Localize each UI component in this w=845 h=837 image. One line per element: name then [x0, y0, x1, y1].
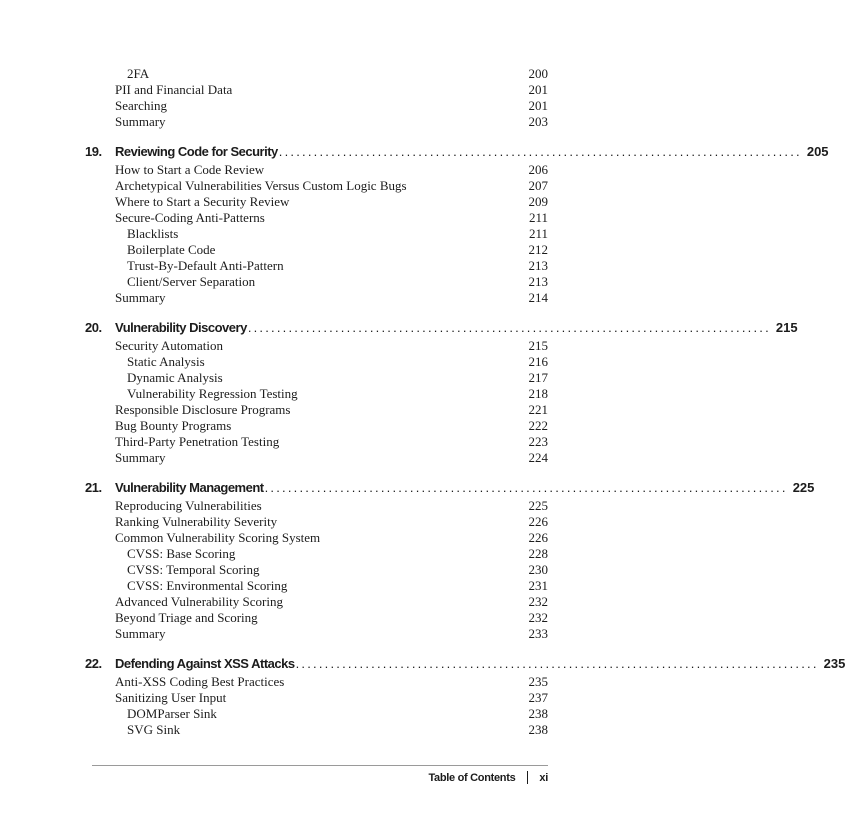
entry-page-number: 238	[528, 722, 548, 737]
toc-subsection-entry[interactable]	[85, 386, 548, 402]
chapter-block	[85, 143, 829, 306]
dot-leader: ..........................................................................................	[295, 656, 819, 671]
entry-page-number: 206	[528, 162, 548, 177]
chapter-page-number: 215	[775, 320, 798, 335]
toc-section-entry[interactable]	[85, 434, 548, 450]
top-entries	[85, 66, 548, 130]
entry-title: CVSS: Environmental Scoring	[127, 578, 288, 593]
toc-subsection-entry[interactable]	[85, 274, 548, 290]
toc-section-entry[interactable]	[85, 450, 548, 466]
chapter-title: Vulnerability Management	[115, 480, 264, 495]
toc-section-entry[interactable]	[85, 610, 548, 626]
dot-leader: ..........................................................................................	[278, 144, 802, 159]
entry-page-number: 214	[528, 290, 548, 305]
entry-page-number: 228	[528, 546, 548, 561]
toc-section-entry[interactable]	[85, 290, 548, 306]
entry-page-number: 209	[528, 194, 548, 209]
entry-title: Vulnerability Regression Testing	[127, 386, 298, 401]
entry-title: Where to Start a Security Review	[115, 194, 290, 209]
table-of-contents	[85, 66, 845, 738]
chapter-heading[interactable]	[85, 655, 845, 673]
toc-section-entry[interactable]	[85, 674, 548, 690]
entry-title: Security Automation	[115, 338, 223, 353]
dot-leader: ..........................................................................................	[247, 320, 771, 335]
toc-section-entry[interactable]	[85, 82, 548, 98]
toc-subsection-entry[interactable]	[85, 242, 548, 258]
footer-separator	[527, 771, 528, 784]
entry-page-number: 217	[528, 370, 548, 385]
entry-page-number: 233	[528, 626, 548, 641]
entry-page-number: 201	[528, 98, 548, 113]
entry-title: Summary	[115, 626, 166, 641]
entry-title: Trust-By-Default Anti-Pattern	[127, 258, 284, 273]
entry-page-number: 221	[528, 402, 548, 417]
entry-page-number: 225	[528, 498, 548, 513]
toc-section-entry[interactable]	[85, 210, 548, 226]
entry-title: Reproducing Vulnerabilities	[115, 498, 262, 513]
chapter-number: 20.	[85, 320, 102, 335]
toc-section-entry[interactable]	[85, 626, 548, 642]
toc-subsection-entry[interactable]	[85, 722, 548, 738]
entry-page-number: 223	[528, 434, 548, 449]
entry-page-number: 232	[528, 594, 548, 609]
chapter-page-number: 225	[792, 480, 815, 495]
chapter-number: 19.	[85, 144, 102, 159]
entry-page-number: 226	[528, 514, 548, 529]
entry-title: Boilerplate Code	[127, 242, 216, 257]
toc-section-entry[interactable]	[85, 690, 548, 706]
entry-title: Sanitizing User Input	[115, 690, 227, 705]
toc-section-entry[interactable]	[85, 498, 548, 514]
toc-section-entry[interactable]	[85, 114, 548, 130]
entry-page-number: 218	[528, 386, 548, 401]
entry-title: Blacklists	[127, 226, 179, 241]
entry-title: Ranking Vulnerability Severity	[115, 514, 278, 529]
entry-title: SVG Sink	[127, 722, 181, 737]
toc-section-entry[interactable]	[85, 178, 548, 194]
entry-page-number: 213	[528, 274, 548, 289]
chapter-heading[interactable]	[85, 319, 798, 337]
entry-page-number: 230	[528, 562, 548, 577]
entry-title: Third-Party Penetration Testing	[115, 434, 280, 449]
chapter-title: Vulnerability Discovery	[115, 320, 247, 335]
toc-section-entry[interactable]	[85, 530, 548, 546]
entry-title: Client/Server Separation	[127, 274, 256, 289]
entry-page-number: 231	[528, 578, 548, 593]
entry-page-number: 213	[528, 258, 548, 273]
toc-section-entry[interactable]	[85, 338, 548, 354]
entry-page-number: 222	[528, 418, 548, 433]
chapter-block	[85, 319, 798, 466]
toc-section-entry[interactable]	[85, 514, 548, 530]
toc-subsection-entry[interactable]	[85, 370, 548, 386]
toc-subsection-entry[interactable]	[85, 546, 548, 562]
toc-subsection-entry[interactable]	[85, 258, 548, 274]
entry-title: Summary	[115, 290, 166, 305]
entry-title: Summary	[115, 450, 166, 465]
footer-label: Table of Contents	[428, 771, 516, 784]
chapters	[85, 143, 845, 738]
chapter-heading[interactable]	[85, 143, 829, 161]
entry-title: Responsible Disclosure Programs	[115, 402, 291, 417]
entry-page-number: 224	[528, 450, 548, 465]
entry-title: DOMParser Sink	[127, 706, 217, 721]
entry-page-number: 200	[528, 66, 548, 81]
toc-section-entry[interactable]	[85, 194, 548, 210]
toc-subsection-entry[interactable]	[85, 706, 548, 722]
entry-page-number: 207	[528, 178, 548, 193]
entry-title: Archetypical Vulnerabilities Versus Custom Logic Bugs	[115, 178, 407, 193]
chapter-number: 22.	[85, 656, 102, 671]
chapter-title: Reviewing Code for Security	[115, 144, 278, 159]
entry-title: 2FA	[127, 66, 150, 81]
entry-title: CVSS: Base Scoring	[127, 546, 236, 561]
entry-title: Static Analysis	[127, 354, 205, 369]
chapter-page-number: 235	[823, 656, 845, 671]
entry-page-number: 212	[528, 242, 548, 257]
toc-section-entry[interactable]	[85, 98, 548, 114]
entry-page-number: 237	[528, 690, 548, 705]
entry-title: Secure-Coding Anti-Patterns	[115, 210, 265, 225]
footer-rule	[92, 765, 548, 766]
entry-title: How to Start a Code Review	[115, 162, 265, 177]
toc-subsection-entry[interactable]	[85, 226, 548, 242]
page-footer	[428, 771, 548, 784]
entry-title: Searching	[115, 98, 167, 113]
entry-page-number: 211	[528, 210, 548, 225]
toc-subsection-entry[interactable]	[85, 578, 548, 594]
entry-title: Bug Bounty Programs	[115, 418, 232, 433]
entry-title: Dynamic Analysis	[127, 370, 223, 385]
entry-page-number: 235	[528, 674, 548, 689]
entry-page-number: 232	[528, 610, 548, 625]
toc-section-entry[interactable]	[85, 594, 548, 610]
chapter-block	[85, 479, 815, 642]
toc-subsection-entry[interactable]	[85, 66, 548, 82]
toc-subsection-entry[interactable]	[85, 562, 548, 578]
entry-title: Common Vulnerability Scoring System	[115, 530, 321, 545]
toc-subsection-entry[interactable]	[85, 354, 548, 370]
entry-page-number: 211	[528, 226, 548, 241]
chapter-block	[85, 655, 845, 738]
chapter-title: Defending Against XSS Attacks	[115, 656, 295, 671]
entry-page-number: 226	[528, 530, 548, 545]
entry-page-number: 238	[528, 706, 548, 721]
entry-title: Anti-XSS Coding Best Practices	[115, 674, 285, 689]
entry-title: Advanced Vulnerability Scoring	[115, 594, 283, 609]
toc-section-entry[interactable]	[85, 162, 548, 178]
dot-leader: ..........................................................................................	[264, 480, 788, 495]
chapter-page-number: 205	[806, 144, 829, 159]
entry-title: Beyond Triage and Scoring	[115, 610, 258, 625]
toc-section-entry[interactable]	[85, 402, 548, 418]
chapter-heading[interactable]	[85, 479, 815, 497]
toc-section-entry[interactable]	[85, 418, 548, 434]
entry-page-number: 201	[528, 82, 548, 97]
footer-page-number: xi	[539, 771, 548, 784]
entry-title: CVSS: Temporal Scoring	[127, 562, 260, 577]
entry-title: Summary	[115, 114, 166, 129]
entry-page-number: 216	[528, 354, 548, 369]
entry-page-number: 215	[528, 338, 548, 353]
entry-page-number: 203	[528, 114, 548, 129]
entry-title: PII and Financial Data	[115, 82, 233, 97]
chapter-number: 21.	[85, 480, 102, 495]
